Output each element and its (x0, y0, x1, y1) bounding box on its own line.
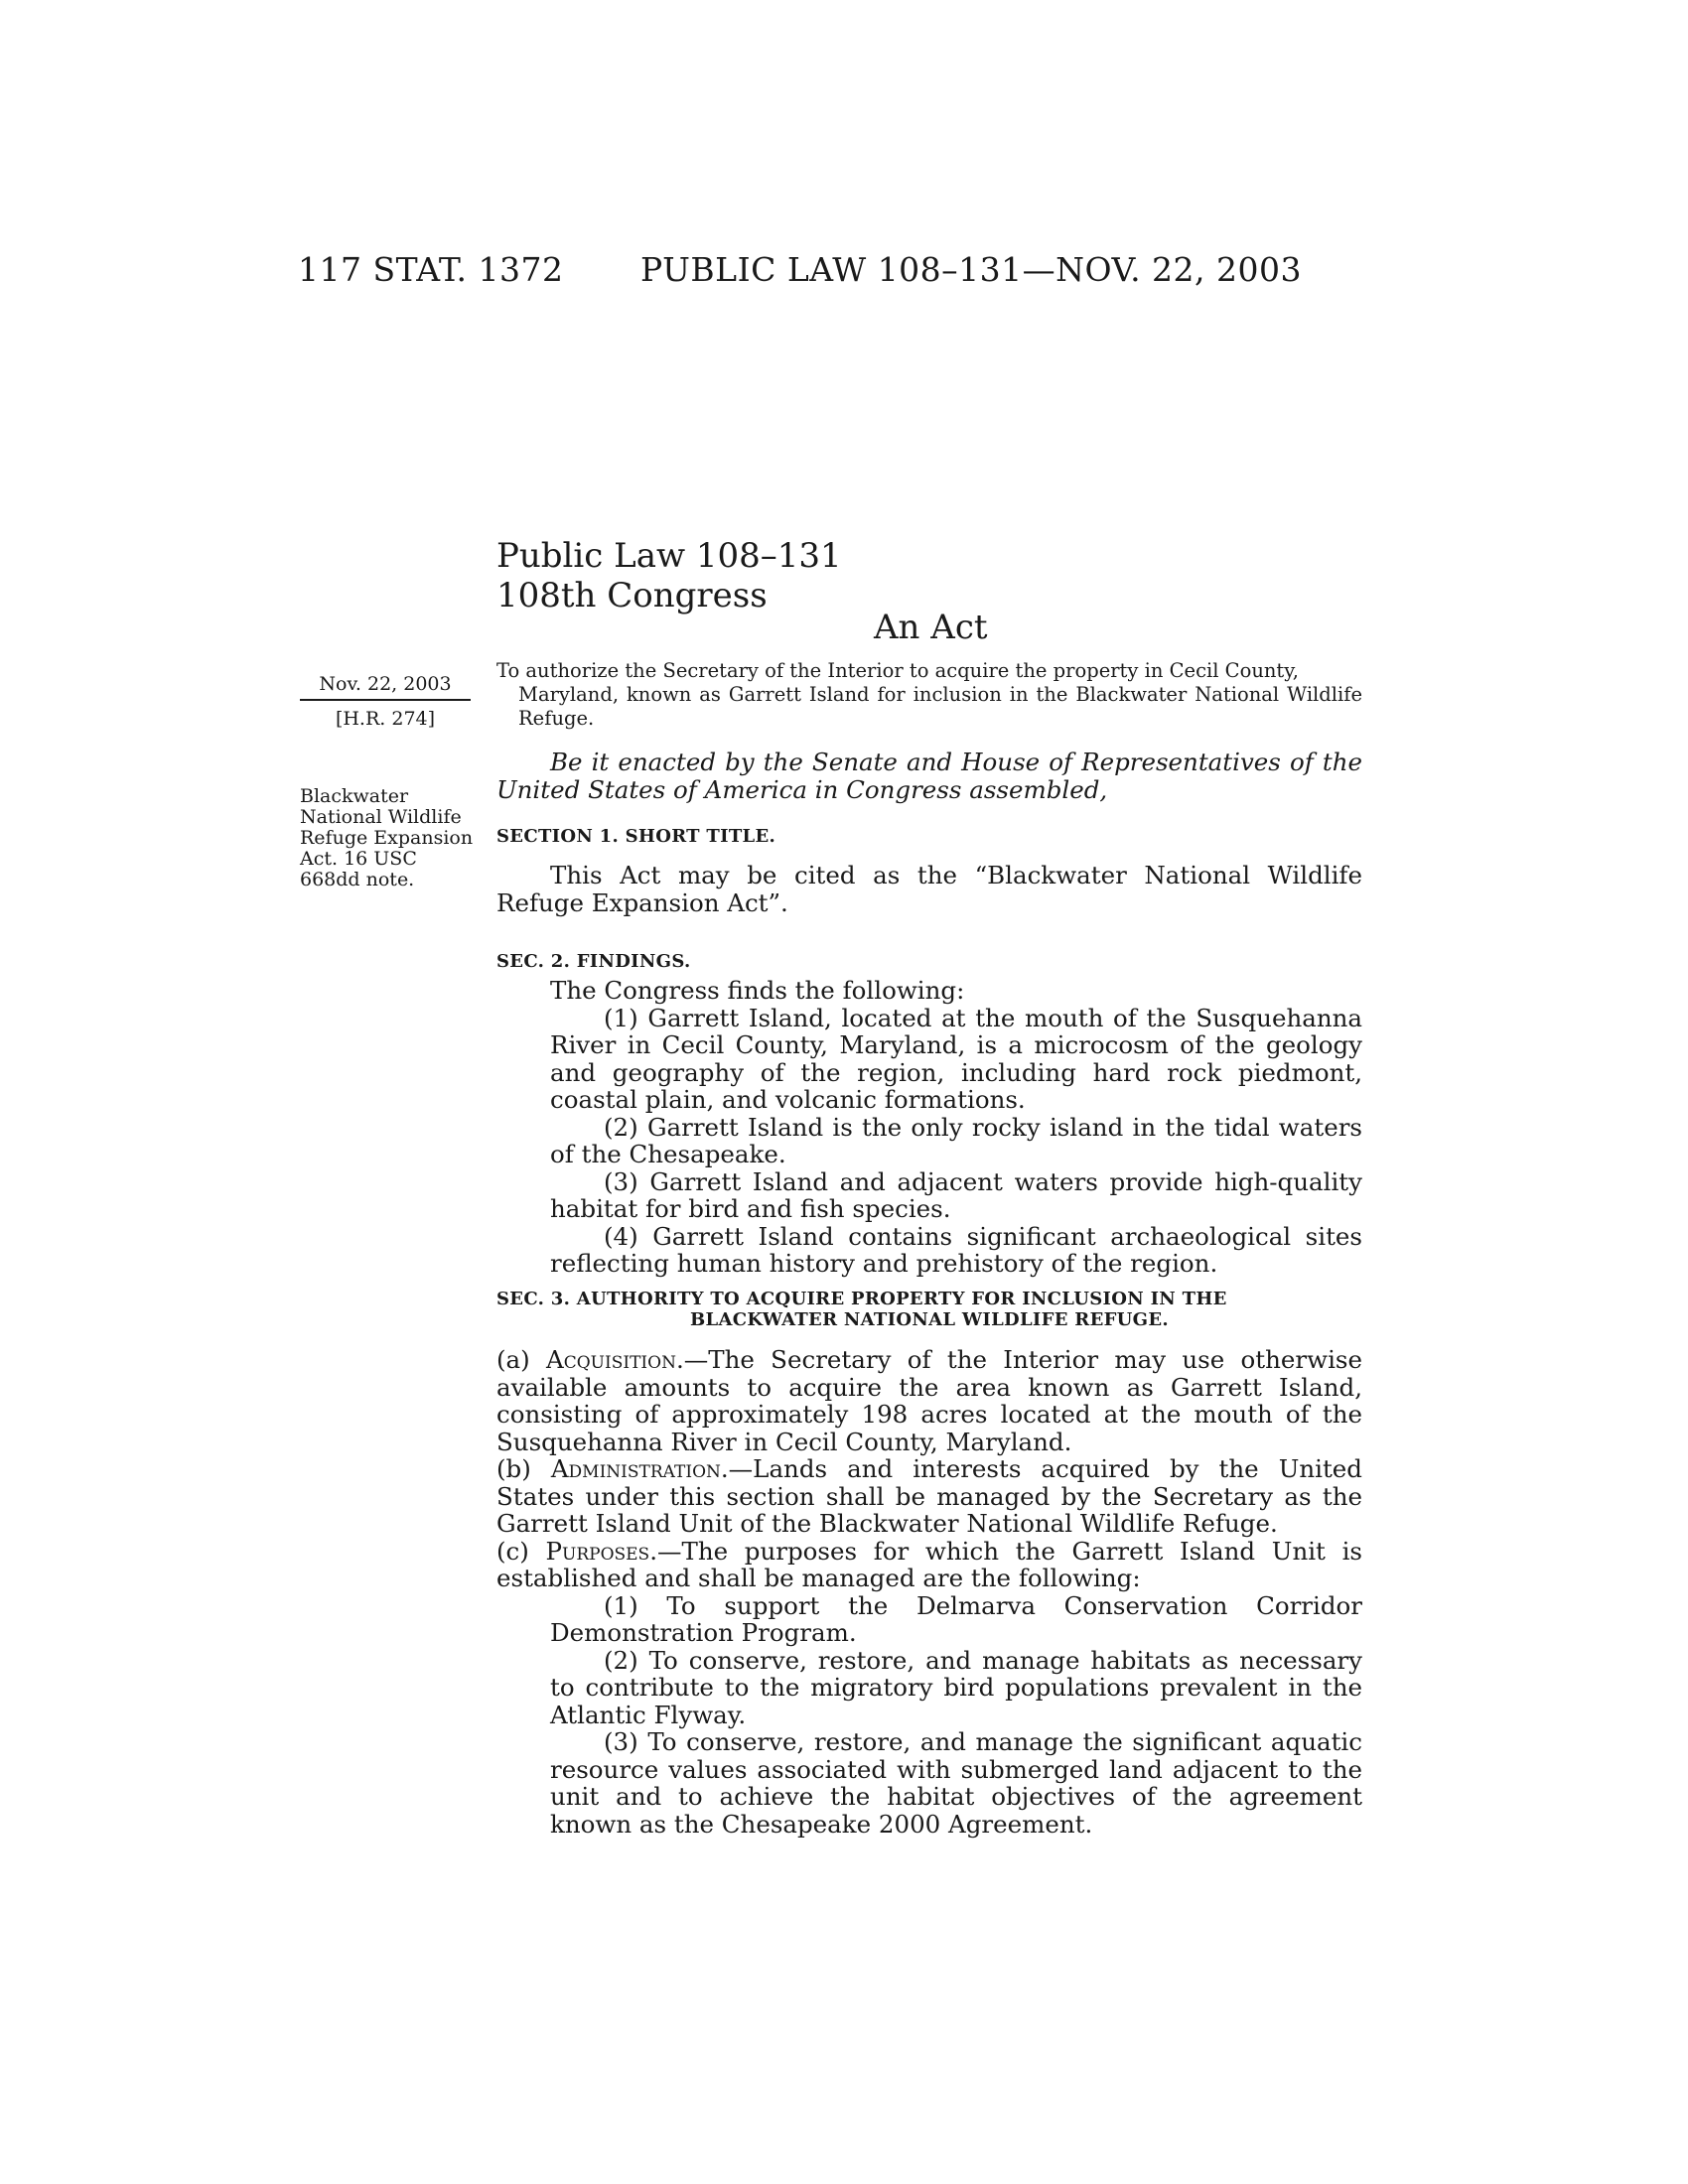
subsection-c (496, 1538, 1362, 1592)
section-1-text: This Act may be cited as the “Blackwater National Wildlife Refuge Expansion Act”. (496, 861, 1362, 917)
subsection-b-label: (b) (496, 1454, 551, 1483)
subsection-a-label: (a) (496, 1345, 547, 1374)
section-2-intro: The Congress finds the following: (550, 976, 965, 1005)
finding-2: (2) Garrett Island is the only rocky island in the tidal waters of the Chesapeake. (550, 1112, 1362, 1168)
subsection-b-text: .—Lands and interests acquired by the United States under this section shall be managed by the Secretary as the Garrett Island Unit of the Blackwater National Wildlife Refuge. (496, 1454, 1362, 1538)
running-title: PUBLIC LAW 108–131—NOV. 22, 2003 (640, 250, 1303, 289)
purpose-2: (2) To conserve, restore, and manage habitats as necessary to contribute to the migratory bird populations prevalent in the Atlantic Flyway. (550, 1645, 1362, 1729)
section-1-heading: SECTION 1. SHORT TITLE. (496, 826, 776, 847)
purpose-1: (1) To support the Delmarva Conservation Corridor Demonstration Program. (550, 1590, 1362, 1647)
long-title-rest: Maryland, known as Garrett Island for inclusion in the Blackwater National Wildlife Refuge. (518, 683, 1362, 730)
section-3-heading-line-2: BLACKWATER NATIONAL WILDLIFE REFUGE. (690, 1309, 1169, 1330)
finding-4: (4) Garrett Island contains significant archaeological sites reflecting human history and prehistory of the region. (550, 1221, 1362, 1278)
enacting-clause: Be it enacted by the Senate and House of Representatives of the United States of America in Congress assembled, (496, 748, 1362, 804)
margin-bill-number: [H.R. 274] (335, 708, 436, 730)
section-3-heading-line-1: SEC. 3. AUTHORITY TO ACQUIRE PROPERTY FOR INCLUSION IN THE (496, 1289, 1227, 1309)
page-number: 117 STAT. 1372 (298, 250, 564, 289)
law-number: Public Law 108–131 (496, 536, 842, 576)
section-2-heading: SEC. 2. FINDINGS. (496, 951, 691, 972)
subsection-c-heading: Purposes (545, 1536, 650, 1566)
section-3-heading (496, 1289, 1362, 1330)
subsection-b-heading: Administration (550, 1454, 721, 1483)
act-label: An Act (874, 608, 988, 647)
finding-1: (1) Garrett Island, located at the mouth of the Susquehanna River in Cecil County, Maryland, is a microcosm of the geology and geography of the region, including hard rock piedmont, coastal plain, and volcanic formations. (550, 1003, 1362, 1114)
congress-label: 108th Congress (496, 576, 768, 615)
subsection-a (496, 1346, 1362, 1455)
long-title (496, 659, 1362, 731)
margin-date: Nov. 22, 2003 (300, 673, 471, 701)
section-3-body (496, 1346, 1362, 1838)
subsection-c-text: .—The purposes for which the Garrett Island Unit is established and shall be managed are the following: (496, 1536, 1362, 1592)
subsection-b (496, 1455, 1362, 1538)
section-2-body (496, 977, 1362, 1278)
margin-short-title-note: Blackwater National Wildlife Refuge Expansion Act. 16 USC 668dd note. (300, 785, 474, 890)
law-title-block (496, 536, 842, 615)
subsection-a-heading: Acquisition (546, 1345, 676, 1374)
purpose-3: (3) To conserve, restore, and manage the significant aquatic resource values associated with submerged land adjacent to the unit and to achieve the habitat objectives of the agreement known as the Chesapeake 2000 Agreement. (550, 1727, 1362, 1839)
subsection-a-text: .—The Secretary of the Interior may use otherwise available amounts to acquire the area known as Garrett Island, consisting of approximately 198 acres located at the mouth of the Susquehanna River in Cecil County, Maryland. (496, 1345, 1363, 1456)
subsection-c-label: (c) (496, 1536, 546, 1566)
finding-3: (3) Garrett Island and adjacent waters provide high-quality habitat for bird and fish species. (550, 1166, 1362, 1223)
long-title-first-line: To authorize the Secretary of the Interior to acquire the property in Cecil County, (496, 659, 1299, 682)
